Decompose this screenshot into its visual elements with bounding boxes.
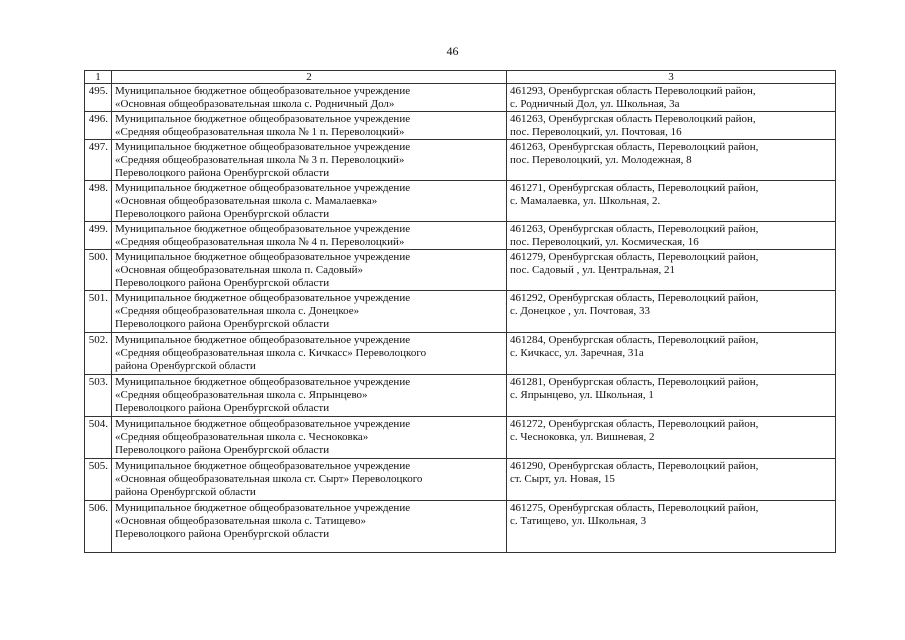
address-line: с. Мамалаевка, ул. Школьная, 2. [510,195,661,207]
table-row [85,501,836,553]
address-line: пос. Переволоцкий, ул. Почтовая, 16 [510,126,682,138]
address-line: 461271, Оренбургская область, Переволоцкий район, [510,182,759,194]
address-cell [507,84,836,112]
address-line: с. Кичкасс, ул. Заречная, 31а [510,347,644,359]
address-cell [507,250,836,291]
address-line: 461293, Оренбургская область Переволоцкий район, [510,85,756,97]
row-number: 503. [85,375,112,417]
column-header-number: 1 [85,71,112,84]
school-name-line: «Средняя общеобразовательная школа № 1 п. Переволоцкий» [115,126,405,138]
school-name-line: Муниципальное бюджетное общеобразовательное учреждение [115,502,411,514]
school-name-line: Муниципальное бюджетное общеобразовательное учреждение [115,85,411,97]
school-name-line: Муниципальное бюджетное общеобразовательное учреждение [115,292,411,304]
school-name-line: «Средняя общеобразовательная школа с. Донецкое» [115,305,360,317]
school-name-line: Муниципальное бюджетное общеобразовательное учреждение [115,418,411,430]
table-row [85,417,836,459]
school-name-cell [112,375,507,417]
table-row [85,222,836,250]
row-number: 498. [85,181,112,222]
row-number: 506. [85,501,112,553]
school-name-line: «Основная общеобразовательная школа с. Татищево» [115,515,366,527]
school-name-cell [112,112,507,140]
address-line: 461263, Оренбургская область Переволоцкий район, [510,113,756,125]
school-name-line: района Оренбургской области [115,360,256,372]
school-name-line: района Оренбургской области [115,486,256,498]
school-name-line: Переволоцкого района Оренбургской области [115,167,330,179]
address-line: 461290, Оренбургская область, Переволоцкий район, [510,460,759,472]
address-line: с. Родничный Дол, ул. Школьная, 3а [510,98,680,110]
row-number: 504. [85,417,112,459]
school-name-line: Муниципальное бюджетное общеобразовательное учреждение [115,251,411,263]
school-name-line: «Средняя общеобразовательная школа с. Кичкасс» Переволоцкого [115,347,427,359]
school-registry-table [84,70,836,553]
school-name-cell [112,501,507,553]
row-number: 500. [85,250,112,291]
address-cell [507,501,836,553]
address-line: 461263, Оренбургская область, Переволоцкий район, [510,223,759,235]
table-row [85,181,836,222]
address-cell [507,181,836,222]
address-line: с. Чесноковка, ул. Вишневая, 2 [510,431,655,443]
address-cell [507,417,836,459]
school-name-cell [112,417,507,459]
table-row [85,84,836,112]
row-number: 502. [85,333,112,375]
school-name-line: Переволоцкого района Оренбургской области [115,528,330,540]
school-name-line: «Средняя общеобразовательная школа № 4 п. Переволоцкий» [115,236,405,248]
row-number: 499. [85,222,112,250]
address-line: 461275, Оренбургская область, Переволоцкий район, [510,502,759,514]
table-row [85,375,836,417]
school-name-line: «Основная общеобразовательная школа с. Родничный Дол» [115,98,395,110]
address-line: 461263, Оренбургская область, Переволоцкий район, [510,141,759,153]
school-name-line: «Основная общеобразовательная школа п. Садовый» [115,264,364,276]
column-header-name: 2 [112,71,507,84]
school-name-cell [112,250,507,291]
school-name-line: «Средняя общеобразовательная школа № 3 п. Переволоцкий» [115,154,405,166]
page-number: 46 [446,44,459,58]
address-cell [507,375,836,417]
table-row [85,459,836,501]
school-name-cell [112,140,507,181]
address-line: 461272, Оренбургская область, Переволоцкий район, [510,418,759,430]
table-row [85,291,836,333]
table-row [85,333,836,375]
school-name-line: Переволоцкого района Оренбургской области [115,402,330,414]
table-row [85,250,836,291]
address-line: 461292, Оренбургская область, Переволоцкий район, [510,292,759,304]
school-name-line: «Основная общеобразовательная школа с. Мамалаевка» [115,195,378,207]
address-line: пос. Садовый , ул. Центральная, 21 [510,264,676,276]
row-number: 495. [85,84,112,112]
address-cell [507,140,836,181]
address-line: пос. Переволоцкий, ул. Молодежная, 8 [510,154,692,166]
row-number: 505. [85,459,112,501]
address-line: с. Донецкое , ул. Почтовая, 33 [510,305,650,317]
school-name-line: «Средняя общеобразовательная школа с. Чесноковка» [115,431,369,443]
school-name-line: Муниципальное бюджетное общеобразовательное учреждение [115,223,411,235]
address-line: ст. Сырт, ул. Новая, 15 [510,473,615,485]
school-name-cell [112,84,507,112]
address-line: пос. Переволоцкий, ул. Космическая, 16 [510,236,699,248]
school-name-line: Переволоцкого района Оренбургской области [115,444,330,456]
school-name-line: Муниципальное бюджетное общеобразовательное учреждение [115,141,411,153]
address-cell [507,222,836,250]
row-number: 501. [85,291,112,333]
school-name-line: Муниципальное бюджетное общеобразовательное учреждение [115,460,411,472]
address-line: с. Татищево, ул. Школьная, 3 [510,515,647,527]
row-number: 497. [85,140,112,181]
address-line: 461281, Оренбургская область, Переволоцкий район, [510,376,759,388]
school-name-line: «Основная общеобразовательная школа ст. Сырт» Переволоцкого [115,473,423,485]
school-name-cell [112,291,507,333]
school-name-line: Муниципальное бюджетное общеобразовательное учреждение [115,113,411,125]
school-name-line: Переволоцкого района Оренбургской области [115,277,330,289]
table-row [85,140,836,181]
school-name-line: Переволоцкого района Оренбургской области [115,318,330,330]
column-header-address: 3 [507,71,836,84]
address-line: 461284, Оренбургская область, Переволоцкий район, [510,334,759,346]
school-name-line: Переволоцкого района Оренбургской области [115,208,330,220]
school-name-cell [112,222,507,250]
address-line: с. Япрынцево, ул. Школьная, 1 [510,389,654,401]
table-row [85,112,836,140]
school-name-line: «Средняя общеобразовательная школа с. Япрынцево» [115,389,368,401]
school-name-line: Муниципальное бюджетное общеобразовательное учреждение [115,376,411,388]
school-name-cell [112,181,507,222]
address-cell [507,459,836,501]
school-name-line: Муниципальное бюджетное общеобразовательное учреждение [115,182,411,194]
address-line: 461279, Оренбургская область, Переволоцкий район, [510,251,759,263]
table-header-row [85,71,836,84]
school-name-line: Муниципальное бюджетное общеобразовательное учреждение [115,334,411,346]
address-cell [507,333,836,375]
school-name-cell [112,333,507,375]
address-cell [507,291,836,333]
school-name-cell [112,459,507,501]
row-number: 496. [85,112,112,140]
address-cell [507,112,836,140]
